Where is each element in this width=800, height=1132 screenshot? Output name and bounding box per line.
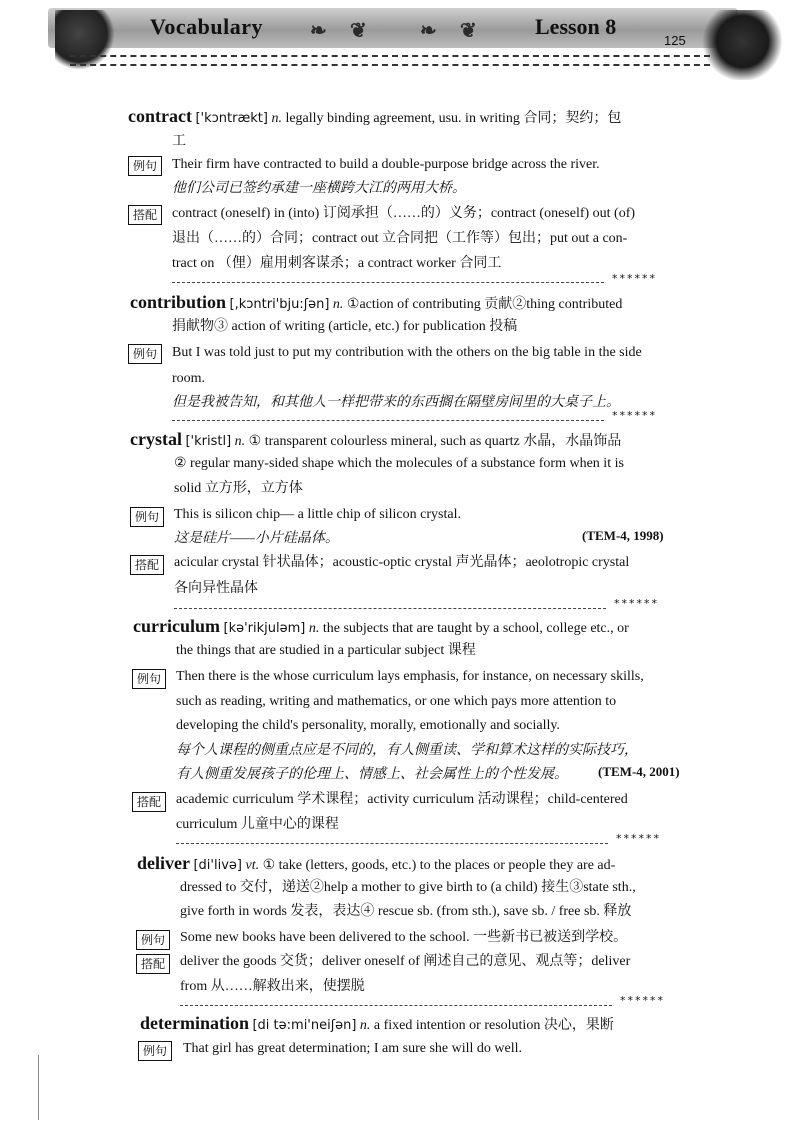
decorative-ornament-left xyxy=(55,10,115,70)
collocation-tag: 搭配 xyxy=(132,792,166,812)
definition-continued: dressed to 交付，递送②help a mother to give birth to (a child) 接生③state sth., xyxy=(180,880,636,895)
example-english: Then there is the whose curriculum lays emphasis, for instance, on necessary skills, xyxy=(176,669,644,684)
decorative-glyph: ❦ xyxy=(350,20,367,42)
example-chinese: 每个人课程的侧重点应是不同的，有人侧重读、学和算术这样的实际技巧， xyxy=(176,743,638,758)
entry-headline xyxy=(133,614,629,641)
decorative-glyph: ❧ xyxy=(310,20,327,42)
page-margin-rule xyxy=(38,1055,39,1120)
headword: determination xyxy=(140,1013,249,1033)
entry-headline xyxy=(140,1011,614,1038)
pronunciation: [kə'rikjuləm] xyxy=(223,621,306,636)
pronunciation: [di tə:mi'neiʃən] xyxy=(252,1018,357,1033)
example-chinese: 这是硅片——小片硅晶体。 xyxy=(174,531,339,546)
example-english: room. xyxy=(172,371,206,386)
separator-stars: ****** xyxy=(612,272,657,285)
headword: contribution xyxy=(130,292,227,312)
separator-stars: ****** xyxy=(612,409,657,422)
header-rule xyxy=(70,55,710,57)
example-english: Their firm have contracted to build a double-purpose bridge across the river. xyxy=(172,157,600,172)
example-chinese: 但是我被告知，和其他人一样把带来的东西搁在隔壁房间里的大桌子上。 xyxy=(172,395,620,410)
part-of-speech: n. xyxy=(308,621,320,636)
entry-separator xyxy=(174,608,606,609)
collocation-line: from 从……解救出来，使摆脱 xyxy=(180,979,365,994)
definition-continued: solid 立方形，立方体 xyxy=(174,481,303,496)
decorative-ornament-right xyxy=(700,10,785,80)
collocation-tag: 搭配 xyxy=(136,954,170,974)
example-tag: 例句 xyxy=(138,1041,172,1061)
entry-separator xyxy=(172,282,604,283)
part-of-speech: vt. xyxy=(245,858,260,873)
definition-continued: 捐献物③ action of writing (article, etc.) for publication 投稿 xyxy=(172,319,518,334)
example-english: Some new books have been delivered to the school. 一些新书已被送到学校。 xyxy=(180,930,628,945)
pronunciation: ['kɔntrækt] xyxy=(195,111,268,126)
page-number: 125 xyxy=(664,33,686,48)
headword: deliver xyxy=(137,853,190,873)
definition: ① take (letters, goods, etc.) to the places or people they are ad- xyxy=(262,858,616,873)
example-tag: 例句 xyxy=(130,507,164,527)
collocation-line: contract (oneself) in (into) 订阅承担（……的）义务；contract (oneself) out (of) xyxy=(172,206,636,221)
definition: ① transparent colourless mineral, such as quartz 水晶，水晶饰品 xyxy=(248,434,622,449)
entry-headline xyxy=(137,851,615,878)
example-chinese: 有人侧重发展孩子的伦理上、情感上、社会属性上的个性发展。 xyxy=(176,767,568,782)
example-english: This is silicon chip— a little chip of silicon crystal. xyxy=(174,507,461,522)
definition-continued: ② regular many-sided shape which the molecules of a substance form when it is xyxy=(174,456,624,471)
example-chinese: 他们公司已签约承建一座横跨大江的两用大桥。 xyxy=(172,181,466,196)
example-english: such as reading, writing and mathematics, or one which pays more attention to xyxy=(176,694,617,709)
section-title: Vocabulary xyxy=(150,14,263,39)
collocation-line: tract on （俚）雇用刺客谋杀；a contract worker 合同工 xyxy=(172,256,502,271)
definition-continued: give forth in words 发表，表达④ rescue sb. (from sth.), save sb. / free sb. 释放 xyxy=(180,904,632,919)
definition: the subjects that are taught by a school, college etc., or xyxy=(322,621,629,636)
headword: contract xyxy=(128,106,192,126)
collocation-line: academic curriculum 学术课程；activity curriculum 活动课程；child-centered xyxy=(176,792,628,807)
lesson-title: Lesson 8 xyxy=(535,14,617,39)
part-of-speech: n. xyxy=(332,297,344,312)
entry-separator xyxy=(180,1005,612,1006)
collocation-line: 退出（……的）合同；contract out 立合同把（工作等）包出；put out a con- xyxy=(172,231,628,246)
headword: crystal xyxy=(130,429,182,449)
entry-headline xyxy=(128,104,621,131)
part-of-speech: n. xyxy=(271,111,282,126)
decorative-glyph: ❦ xyxy=(460,20,477,42)
exam-source: (TEM-4, 1998) xyxy=(582,528,664,543)
pronunciation: ['kristl] xyxy=(185,434,232,449)
separator-stars: ****** xyxy=(614,597,659,610)
entry-separator xyxy=(172,420,604,421)
definition: a fixed intention or resolution 决心，果断 xyxy=(373,1018,614,1033)
example-english: But I was told just to put my contribution with the others on the big table in the side xyxy=(172,345,642,360)
definition: ①action of contributing 贡献②thing contributed xyxy=(346,297,623,312)
collocation-line: deliver the goods 交货；deliver oneself of 阐述自己的意见、观点等；deliver xyxy=(180,954,631,969)
collocation-line: 各向异性晶体 xyxy=(174,581,258,596)
separator-stars: ****** xyxy=(620,994,665,1007)
collocation-tag: 搭配 xyxy=(128,205,162,225)
page-header xyxy=(0,0,800,95)
example-tag: 例句 xyxy=(128,156,162,176)
pronunciation: [,kɔntri'bju:ʃən] xyxy=(229,297,330,312)
separator-stars: ****** xyxy=(616,832,661,845)
headword: curriculum xyxy=(133,616,220,636)
collocation-tag: 搭配 xyxy=(130,555,164,575)
pronunciation: [di'livə] xyxy=(193,858,242,873)
definition: legally binding agreement, usu. in writing 合同；契约；包 xyxy=(285,111,622,126)
entry-headline xyxy=(130,427,621,454)
part-of-speech: n. xyxy=(359,1018,371,1033)
part-of-speech: n. xyxy=(234,434,246,449)
entry-headline xyxy=(130,290,622,317)
collocation-line: acicular crystal 针状晶体；acoustic-optic crystal 声光晶体；aeolotropic crystal xyxy=(174,555,630,570)
example-tag: 例句 xyxy=(128,344,162,364)
example-tag: 例句 xyxy=(136,930,170,950)
exam-source: (TEM-4, 2001) xyxy=(598,764,680,779)
decorative-glyph: ❧ xyxy=(420,20,437,42)
header-rule xyxy=(70,64,710,66)
definition-continued: 工 xyxy=(172,134,186,149)
collocation-line: curriculum 儿童中心的课程 xyxy=(176,817,339,832)
entry-separator xyxy=(176,843,608,844)
definition-continued: the things that are studied in a particular subject 课程 xyxy=(176,643,476,658)
example-tag: 例句 xyxy=(132,669,166,689)
example-english: developing the child's personality, morally, emotionally and socially. xyxy=(176,718,560,733)
example-english: That girl has great determination; I am sure she will do well. xyxy=(183,1041,523,1056)
